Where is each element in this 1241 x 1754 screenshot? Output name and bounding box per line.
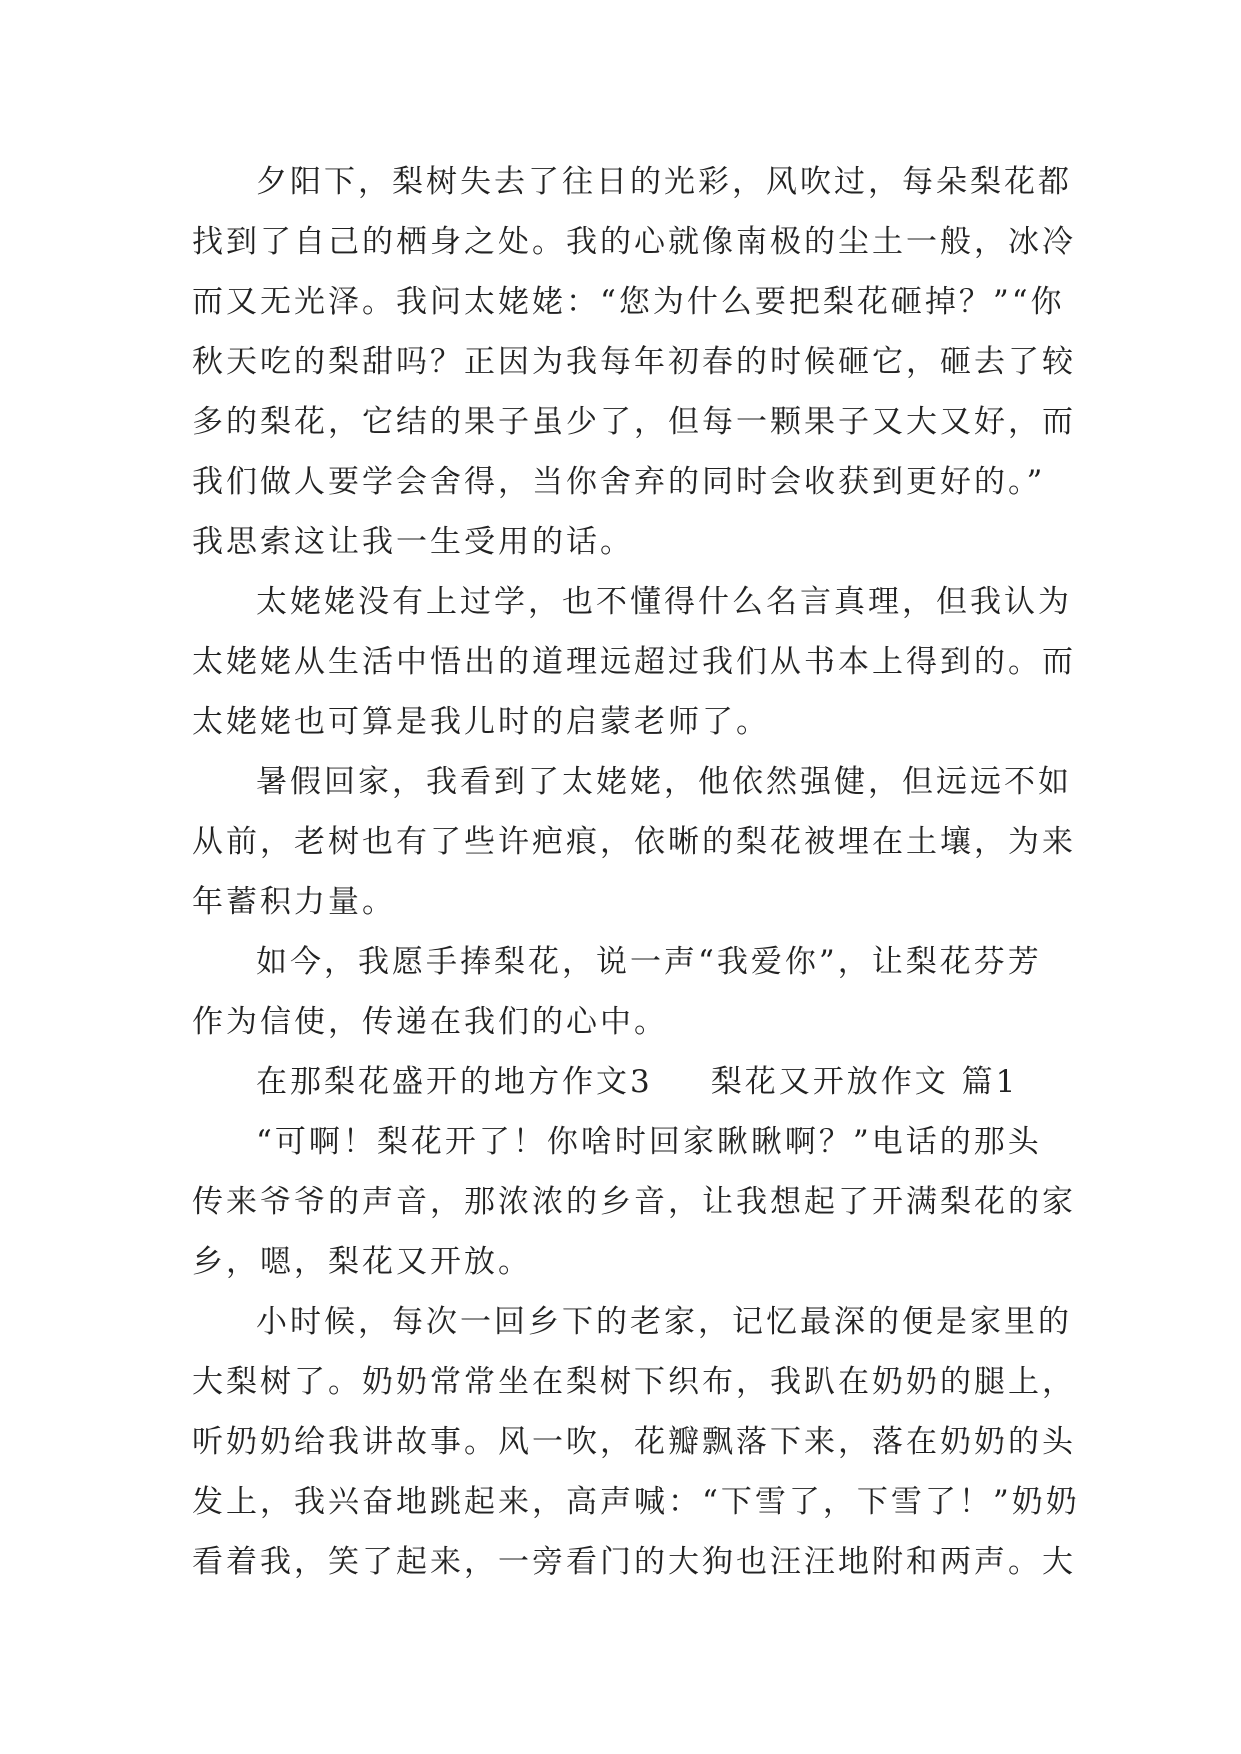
document-body (192, 152, 1080, 1592)
paragraph-line: 太姥姥没有上过学，也不懂得什么名言真理，但我认为 (256, 584, 1072, 620)
paragraph-line: 暑假回家，我看到了太姥姥，他依然强健，但远远不如 (256, 764, 1072, 800)
paragraph-1 (192, 152, 1076, 572)
paragraph-line: 找到了自己的栖身之处。我的心就像南极的尘土一般，冰冷 (192, 224, 1076, 260)
paragraph-line: 乡，嗯，梨花又开放。 (192, 1244, 532, 1280)
paragraph-line: 而又无光泽。我问太姥姥：“您为什么要把梨花砸掉？”“你 (192, 284, 1065, 320)
paragraph-line: 年蓄积力量。 (192, 884, 396, 920)
paragraph-line: 传来爷爷的声音，那浓浓的乡音，让我想起了开满梨花的家 (192, 1184, 1076, 1220)
section-heading-left: 在那梨花盛开的地方作文3 (256, 1064, 653, 1100)
paragraph-line: 作为信使，传递在我们的心中。 (192, 1004, 668, 1040)
paragraph-6 (192, 1292, 1080, 1592)
paragraph-line: 太姥姥从生活中悟出的道理远超过我们从书本上得到的。而 (192, 644, 1076, 680)
paragraph-4 (192, 932, 1052, 1052)
paragraph-line: 从前，老树也有了些许疤痕，依晰的梨花被埋在土壤，为来 (192, 824, 1076, 860)
paragraph-2 (192, 572, 1076, 752)
paragraph-line: 大梨树了。奶奶常常坐在梨树下织布，我趴在奶奶的腿上， (192, 1364, 1076, 1400)
paragraph-line: 小时候，每次一回乡下的老家，记忆最深的便是家里的 (256, 1304, 1072, 1340)
paragraph-line: 发上，我兴奋地跳起来，高声喊：“下雪了，下雪了！”奶奶 (192, 1484, 1080, 1520)
paragraph-line: 多的梨花，它结的果子虽少了，但每一颗果子又大又好，而 (192, 404, 1076, 440)
section-heading (192, 1052, 1052, 1112)
paragraph-line: 秋天吃的梨甜吗？正因为我每年初春的时候砸它，砸去了较 (192, 344, 1076, 380)
paragraph-line: 我思索这让我一生受用的话。 (192, 524, 634, 560)
paragraph-line: 夕阳下，梨树失去了往日的光彩，风吹过，每朵梨花都 (256, 164, 1072, 200)
paragraph-line: 看着我，笑了起来，一旁看门的大狗也汪汪地附和两声。大 (192, 1544, 1076, 1580)
paragraph-5 (192, 1112, 1076, 1292)
paragraph-line: 听奶奶给我讲故事。风一吹，花瓣飘落下来，落在奶奶的头 (192, 1424, 1076, 1460)
paragraph-line: 如今，我愿手捧梨花，说一声“我爱你”，让梨花芬芳 (256, 944, 1042, 980)
paragraph-line: 太姥姥也可算是我儿时的启蒙老师了。 (192, 704, 770, 740)
paragraph-line: 我们做人要学会舍得，当你舍弃的同时会收获到更好的。” (192, 464, 1046, 500)
section-heading-right: 梨花又开放作文 篇1 (710, 1064, 1019, 1100)
paragraph-line: “可啊！梨花开了！你啥时回家瞅瞅啊？”电话的那头 (256, 1124, 1042, 1160)
paragraph-3 (192, 752, 1076, 932)
